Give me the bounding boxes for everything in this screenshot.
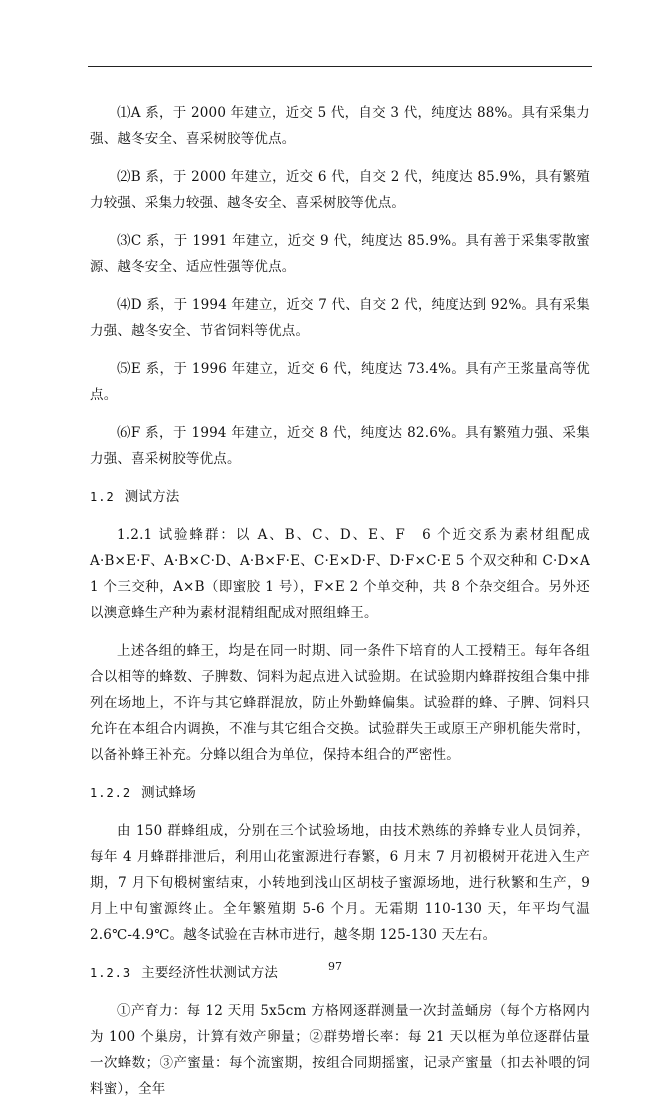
- section-title: 主要经济性状测试方法: [141, 965, 279, 981]
- paragraph-apiary: 由 150 群蜂组成，分别在三个试验场地，由技术熟练的养蜂专业人员饲养，每年 4 月蜂群排泄后，利用山花蜜源进行春繁，6 月末 7 月初椴树开花进入生产期，7 月下旬椴树蜜结束，小转地到浅山区胡枝子蜜源场地，进行秋繁和生产，9 月上中旬蜜源终止。全年繁殖期 5-6 个月。无霜期 110-130 天，年平均气温 2.6℃-4.9℃。越冬试验在吉林市进行，越冬期 125-130 天左右。: [90, 823, 590, 943]
- line-f-description: ⑹F 系，于 1994 年建立，近交 8 代，纯度达 82.6%。具有繁殖力强、采集力强、喜采树胶等优点。: [90, 425, 590, 467]
- line-d-description: ⑷D 系，于 1994 年建立，近交 7 代、自交 2 代，纯度达到 92%。具有采集力强、越冬安全、节省饲料等优点。: [90, 297, 590, 339]
- paragraph-test-colonies: 1.2.1 试验蜂群：以 A、B、C、D、E、F 6 个近交系为素材组配成 A·B×E·F、A·B×C·D、A·B×F·E、C·E×D·F、D·F×C·E 5 个双交种和 C·D×A 1 个三交种，A×B（即蜜胶 1 号），F×E 2 个单交种，共 8 个杂交组合。另外还以澳意蜂生产种为素材混精组配成对照组蜂王。: [90, 527, 590, 621]
- section-number: 1.2.2: [90, 786, 132, 800]
- page-number: 97: [328, 960, 342, 973]
- paragraph-queens: 上述各组的蜂王，均是在同一时期、同一条件下培育的人工授精王。每年各组合以相等的蜂数、子脾数、饲料为起点进入试验期。在试验期内蜂群按组合集中排列在场地上，不许与其它蜂群混放，防止外勤蜂偏集。试验群的蜂、子脾、饲料只允许在本组合内调换，不准与其它组合交换。试验群失王或原王产卵机能失常时，以备补蜂王补充。分蜂以组合为单位，保持本组合的严密性。: [90, 643, 590, 763]
- section-number: 1.2: [90, 490, 115, 504]
- line-e-description: ⑸E 系，于 1996 年建立，近交 6 代，纯度达 73.4%。具有产王浆量高等优点。: [90, 361, 590, 403]
- line-a-description: ⑴A 系，于 2000 年建立，近交 5 代，自交 3 代，纯度达 88%。具有采集力强、越冬安全、喜采树胶等优点。: [90, 105, 590, 147]
- section-title: 测试方法: [124, 489, 180, 505]
- line-c-description: ⑶C 系，于 1991 年建立，近交 9 代，纯度达 85.9%。具有善于采集零散蜜源、越冬安全、适应性强等优点。: [90, 233, 590, 275]
- paragraph-methods: ①产育力：每 12 天用 5x5cm 方格网逐群测量一次封盖蛹房（每个方格网内为 100 个巢房，计算有效产卵量；②群势增长率：每 21 天以框为单位逐群估量一次蜂数；③产蜜量：每个流蜜期，按组合同期摇蜜，记录产蜜量（扣去补喂的饲料蜜），全年: [90, 1003, 590, 1097]
- header-rule: [88, 66, 592, 67]
- section-number: 1.2.3: [90, 966, 132, 980]
- line-b-description: ⑵B 系，于 2000 年建立，近交 6 代，自交 2 代，纯度达 85.9%，具有繁殖力较强、采集力较强、越冬安全、喜采树胶等优点。: [90, 169, 590, 211]
- section-heading-1-2: [90, 484, 590, 510]
- section-heading-1-2-2: [90, 780, 590, 806]
- section-title: 测试蜂场: [141, 785, 196, 801]
